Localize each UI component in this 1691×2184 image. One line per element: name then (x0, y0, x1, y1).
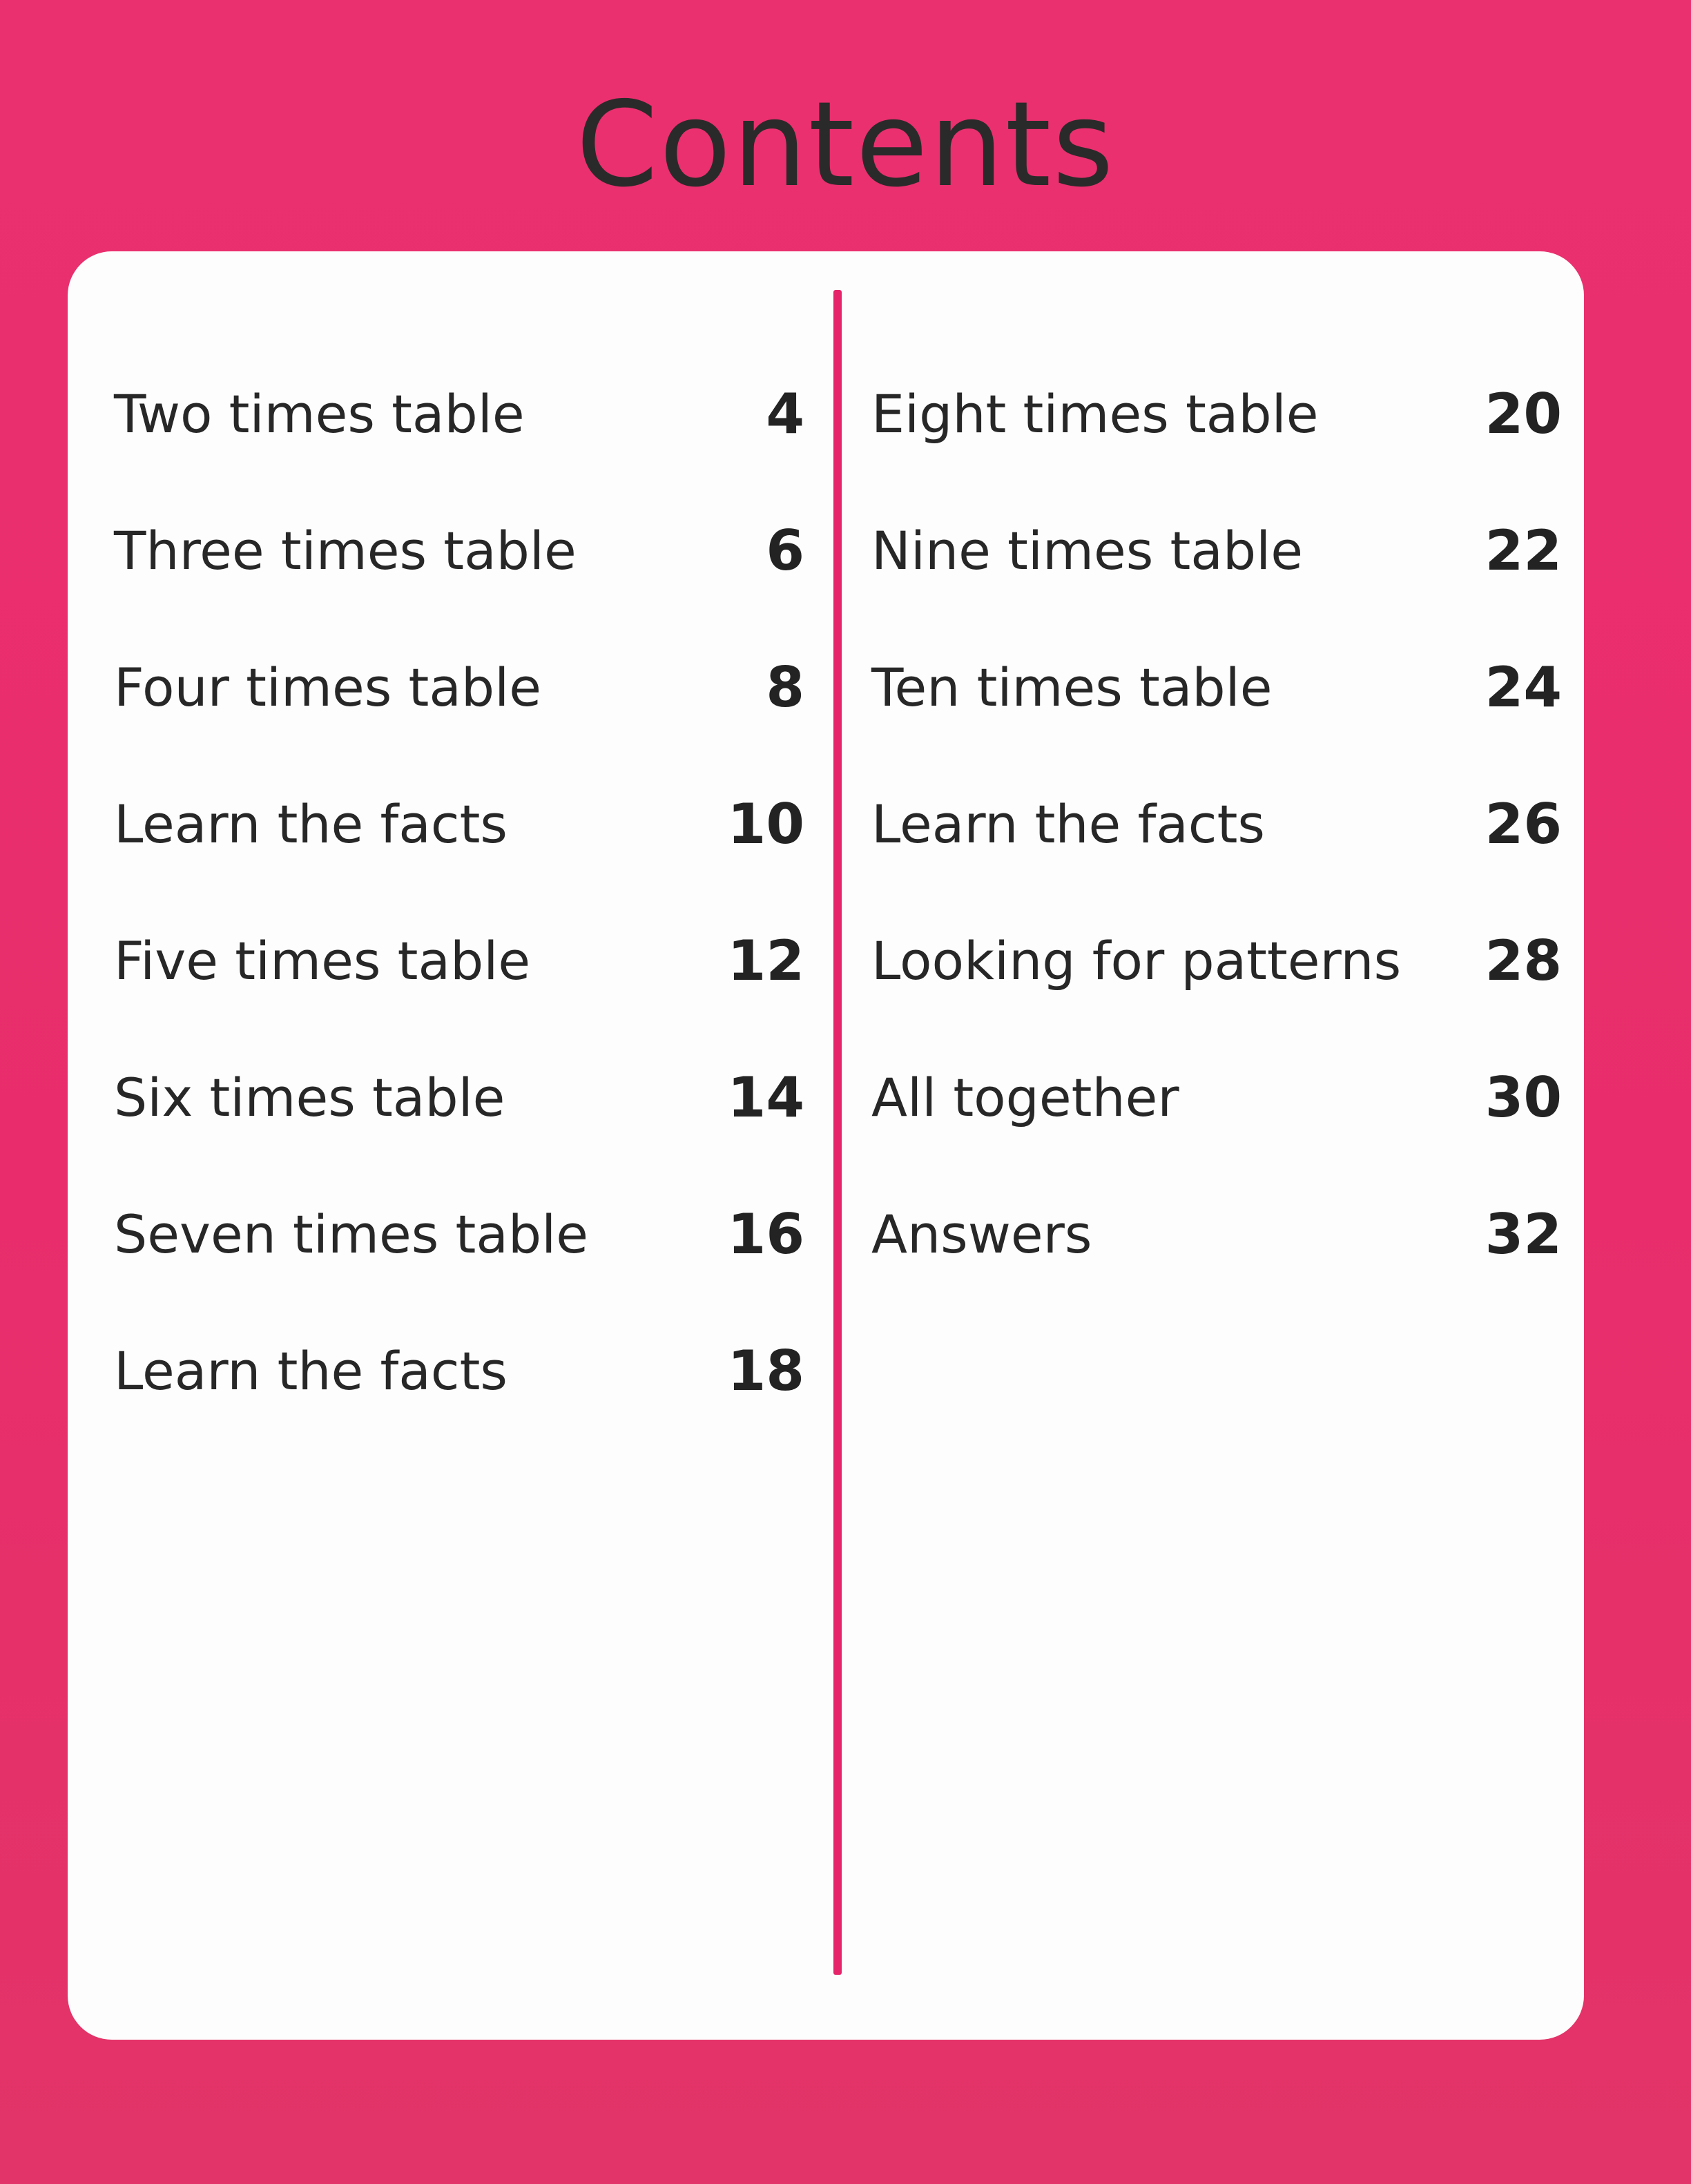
entry-page-number: 16 (727, 1202, 804, 1266)
entry-page-number: 28 (1485, 929, 1562, 993)
entry-page-number: 22 (1485, 519, 1562, 583)
entry-page-number: 10 (727, 792, 804, 856)
entry-title: Answers (871, 1204, 1092, 1265)
contents-entry[interactable] (114, 503, 804, 599)
contents-entry[interactable] (871, 503, 1562, 599)
contents-entry[interactable] (114, 913, 804, 1009)
contents-entry[interactable] (114, 639, 804, 736)
entry-title: Looking for patterns (871, 930, 1402, 992)
entry-page-number: 20 (1485, 382, 1562, 446)
contents-entry[interactable] (871, 639, 1562, 736)
column-divider (833, 290, 842, 1975)
entry-title: Eight times table (871, 383, 1319, 445)
entry-title: Two times table (114, 383, 525, 445)
contents-entry[interactable] (871, 1050, 1562, 1146)
entry-title: Learn the facts (114, 793, 508, 855)
entry-title: Four times table (114, 657, 542, 718)
entry-page-number: 26 (1485, 792, 1562, 856)
contents-entry[interactable] (114, 1186, 804, 1283)
entry-title: Three times table (114, 520, 577, 581)
contents-entry[interactable] (114, 1323, 804, 1420)
entry-page-number: 32 (1485, 1202, 1562, 1266)
entry-page-number: 12 (727, 929, 804, 993)
entry-page-number: 14 (727, 1065, 804, 1130)
contents-entry[interactable] (114, 366, 804, 463)
contents-entry[interactable] (871, 913, 1562, 1009)
contents-entry[interactable] (871, 1186, 1562, 1283)
contents-entry[interactable] (114, 776, 804, 873)
entry-title: Six times table (114, 1067, 505, 1128)
entry-title: Learn the facts (871, 793, 1265, 855)
entry-page-number: 6 (766, 519, 804, 583)
entry-title: Seven times table (114, 1204, 589, 1265)
entry-page-number: 4 (766, 382, 804, 446)
contents-entry[interactable] (871, 776, 1562, 873)
entry-title: Five times table (114, 930, 531, 992)
entry-page-number: 18 (727, 1339, 804, 1403)
contents-entry[interactable] (871, 366, 1562, 463)
entry-title: Nine times table (871, 520, 1303, 581)
entry-page-number: 24 (1485, 655, 1562, 719)
entry-title: All together (871, 1067, 1179, 1128)
entry-page-number: 8 (766, 655, 804, 719)
page-title: Contents (576, 77, 1115, 213)
entry-title: Learn the facts (114, 1340, 508, 1402)
entry-title: Ten times table (871, 657, 1273, 718)
entry-page-number: 30 (1485, 1065, 1562, 1130)
contents-entry[interactable] (114, 1050, 804, 1146)
